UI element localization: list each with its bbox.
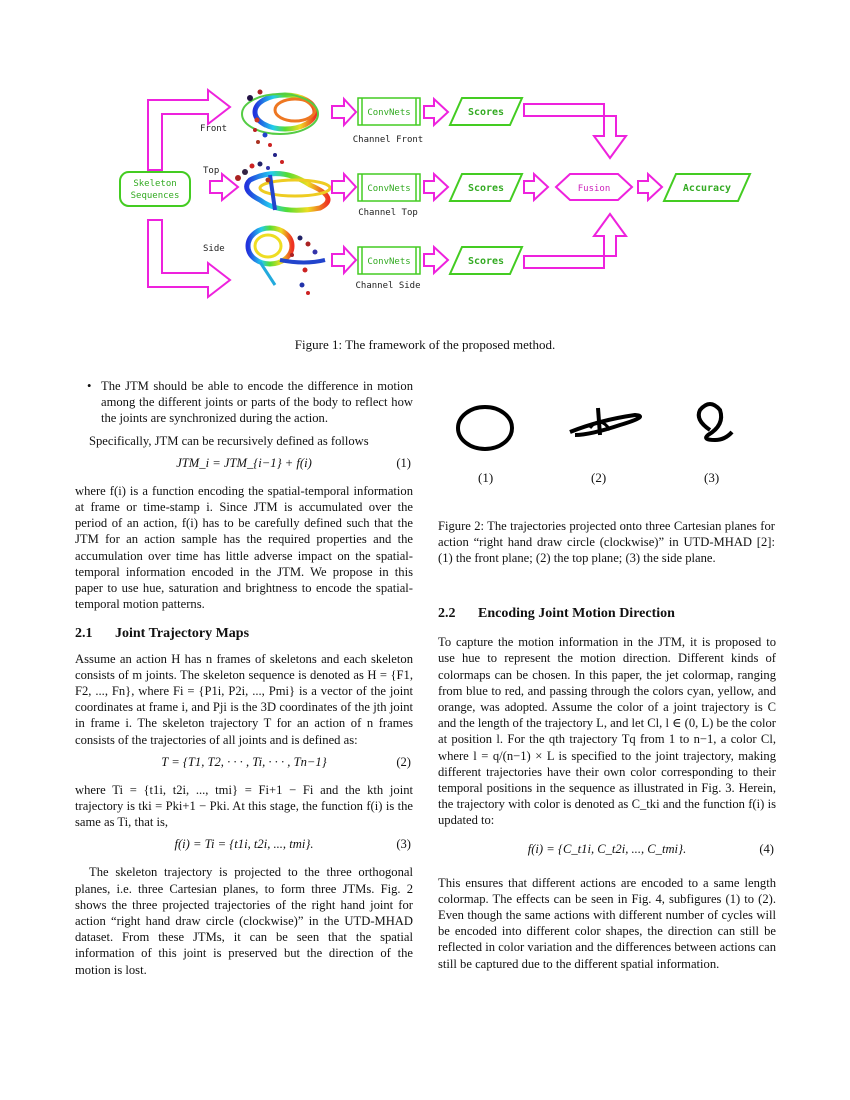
equation-1-expr: JTM_i = JTM_{i−1} + f(i)	[176, 455, 312, 470]
arrow-front-down	[524, 104, 626, 158]
left-p2: where f(i) is a function encoding the spatial-temporal information at frame or time-stamp i. Since JTM is accumulated over the period of an action, f(i) has to be carefully defined such that the JTM for an action sample has the required properties and the accumulation over time has little adverse impact on the spatial-temporal information encoded in the JTM. We propose in this paper to use hue, saturation and brightness to encode the spatial-temporal motion patterns.	[75, 483, 413, 612]
channel-label-top: Channel Top	[358, 208, 418, 218]
figure1-diagram	[110, 80, 760, 305]
jtm-image-side	[248, 228, 325, 295]
channel-label-front: Channel Front	[352, 135, 424, 145]
equation-2-number: (2)	[396, 754, 411, 769]
figure2-label-1: (1)	[478, 470, 494, 485]
equation-1-number: (1)	[396, 455, 411, 470]
section-2-2-number: 2.2	[438, 606, 456, 621]
input-label-line2: Sequences	[130, 191, 180, 201]
scores-side-label: Scores	[467, 256, 505, 267]
arrow-to-side-2	[148, 220, 230, 297]
figure2-trajectories	[440, 390, 780, 475]
arrow-convnets-top-to-scores	[424, 174, 448, 200]
accuracy-label: Accuracy	[682, 183, 732, 194]
input-label-line1: Skeleton	[133, 179, 177, 189]
convnets-top	[358, 174, 420, 201]
arrow-convnets-side-to-scores	[424, 247, 448, 273]
left-p1: Specifically, JTM can be recursively defined as follows	[89, 433, 369, 448]
arrow-to-top	[210, 174, 238, 200]
accuracy-box	[664, 174, 750, 201]
fusion-label: Fusion	[577, 184, 611, 194]
bullet-dot: •	[87, 379, 92, 393]
trajectory-front-plane	[458, 407, 512, 449]
arrow-scores-front-to-fusion	[522, 106, 614, 160]
arrow-convnets-front-to-scores	[424, 99, 448, 125]
arrow-front-to-convnets	[332, 99, 356, 125]
arrow-scores-front-to-fusion-2	[522, 105, 624, 162]
equation-4-expr: f(i) = {C_t1i, C_t2i, ..., C_tmi}.	[527, 841, 687, 856]
equation-2-expr: T = {T1, T2, · · · , Ti, · · · , Tn−1}	[161, 754, 327, 769]
section-2-1-title: Joint Trajectory Maps	[115, 626, 250, 642]
jtm-image-top	[235, 162, 330, 211]
scores-top	[450, 174, 522, 201]
left-column	[75, 378, 413, 978]
arrow-scores-top-to-fusion	[524, 174, 548, 200]
left-p5: The skeleton trajectory is projected to the three orthogonal planes, i.e. three Cartesian planes, to form three JTMs. Fig. 2 shows the three projected trajectories of the right hand joint for action “right hand draw circle (clockwise)” in the UTD-MHAD dataset. From these JTMs, it can be seen that the spatial information of this joint is preserved but the direction of the motion is lost.	[75, 865, 413, 977]
figure2-caption: Figure 2: The trajectories projected onto three Cartesian planes for action “right hand draw circle (clockwise)” in UTD-MHAD [2]: (1) the front plane; (2) the top plane; (3) the side plane.	[438, 519, 775, 566]
section-2-2-heading	[438, 606, 776, 622]
figure1-caption: Figure 1: The framework of the proposed method.	[294, 337, 556, 352]
convnets-top-label: ConvNets	[367, 184, 411, 194]
section-2-1-heading	[75, 626, 413, 642]
figure2-label-3: (3)	[704, 470, 720, 485]
convnets-front-label: ConvNets	[367, 108, 411, 118]
bullet-text: The JTM should be able to encode the difference in motion among the different joints or parts of the body to reflect how the joints are synchronized during the action.	[101, 379, 413, 426]
right-p2: This ensures that different actions are encoded to a same length colormap. The effects can be seen in Fig. 4, subfigures (1) to (2). Even though the same actions with different number of cycles will be encoded into different color shapes, the direction can still be reflected in color variation and the differences between actions can still be captured due to the different spatial information.	[438, 875, 776, 971]
equation-4-number: (4)	[759, 841, 774, 856]
left-p4: where Ti = {t1i, t2i, ..., tmi} = Fi+1 − Fi and the kth joint trajectory is tki = Pki+1 − Pki. At this stage, the function f(i) is the same as Ti, that is,	[75, 782, 413, 830]
arrow-top-to-convnets	[332, 174, 356, 200]
right-column	[438, 606, 776, 972]
scores-front	[450, 98, 522, 125]
arrow-fusion-to-accuracy	[638, 174, 662, 200]
view-label-front: Front	[200, 124, 228, 134]
convnets-side	[358, 247, 420, 274]
convnets-side-label: ConvNets	[367, 257, 411, 267]
equation-3-number: (3)	[396, 837, 411, 852]
equation-2	[75, 754, 413, 776]
arrow-side-to-convnets	[332, 247, 356, 273]
fusion-node	[556, 174, 632, 200]
section-2-2-title: Encoding Joint Motion Direction	[478, 606, 675, 621]
skeleton-sequences-box	[120, 172, 190, 206]
view-label-top: Top	[203, 166, 220, 176]
equation-3-expr: f(i) = Ti = {t1i, t2i, ..., tmi}.	[174, 837, 314, 852]
equation-1	[75, 455, 413, 477]
right-p1: To capture the motion information in the JTM, it is proposed to use hue to represent the motion direction. Different kinds of colormaps can be chosen. In this paper, the jet colormap, ranging from blue to red, and passing through the colors cyan, yellow, and orange, was adopted. Assume the color of a joint trajectory is C and the length of the trajectory L, and let Cl, l ∈ (0, L) be the color at position l. For the qth trajectory Tq from 1 to n−1, a color Cl, where l = q/(n−1) × L is specified to the joint trajectory, making different trajectories have their own color corresponding to their temporal positions in the sequence as illustrated in Fig. 3. Herein, the trajectory with color is denoted as C_tki and the function f(i) is updated to:	[438, 635, 776, 828]
equation-3	[75, 836, 413, 858]
bullet-item	[75, 378, 413, 427]
jtm-image-front	[242, 90, 318, 171]
scores-top-label: Scores	[467, 183, 505, 194]
convnets-front	[358, 98, 420, 125]
arrow-side-up	[524, 214, 626, 268]
equation-4	[438, 841, 776, 863]
trajectory-top-plane	[570, 408, 640, 435]
left-p3: Assume an action H has n frames of skeletons and each skeleton consists of m joints. The skeleton sequence is denoted as H = {F1, F2, ..., Fn}, where Fi = {P1i, P2i, ..., Pmi} is a vector of the joint coordinates at frame i, and Pji is the 3D coordinates of the jth joint in frame i. The skeleton trajectory T for an action of n frames consists of the trajectories of all joints and is defined as:	[75, 651, 413, 747]
scores-side	[450, 247, 522, 274]
trajectory-side-plane	[699, 404, 732, 440]
channel-label-side: Channel Side	[355, 281, 421, 291]
view-label-side: Side	[203, 244, 225, 254]
section-2-1-number: 2.1	[75, 626, 93, 642]
figure2-label-2: (2)	[591, 470, 607, 485]
scores-front-label: Scores	[467, 107, 505, 118]
